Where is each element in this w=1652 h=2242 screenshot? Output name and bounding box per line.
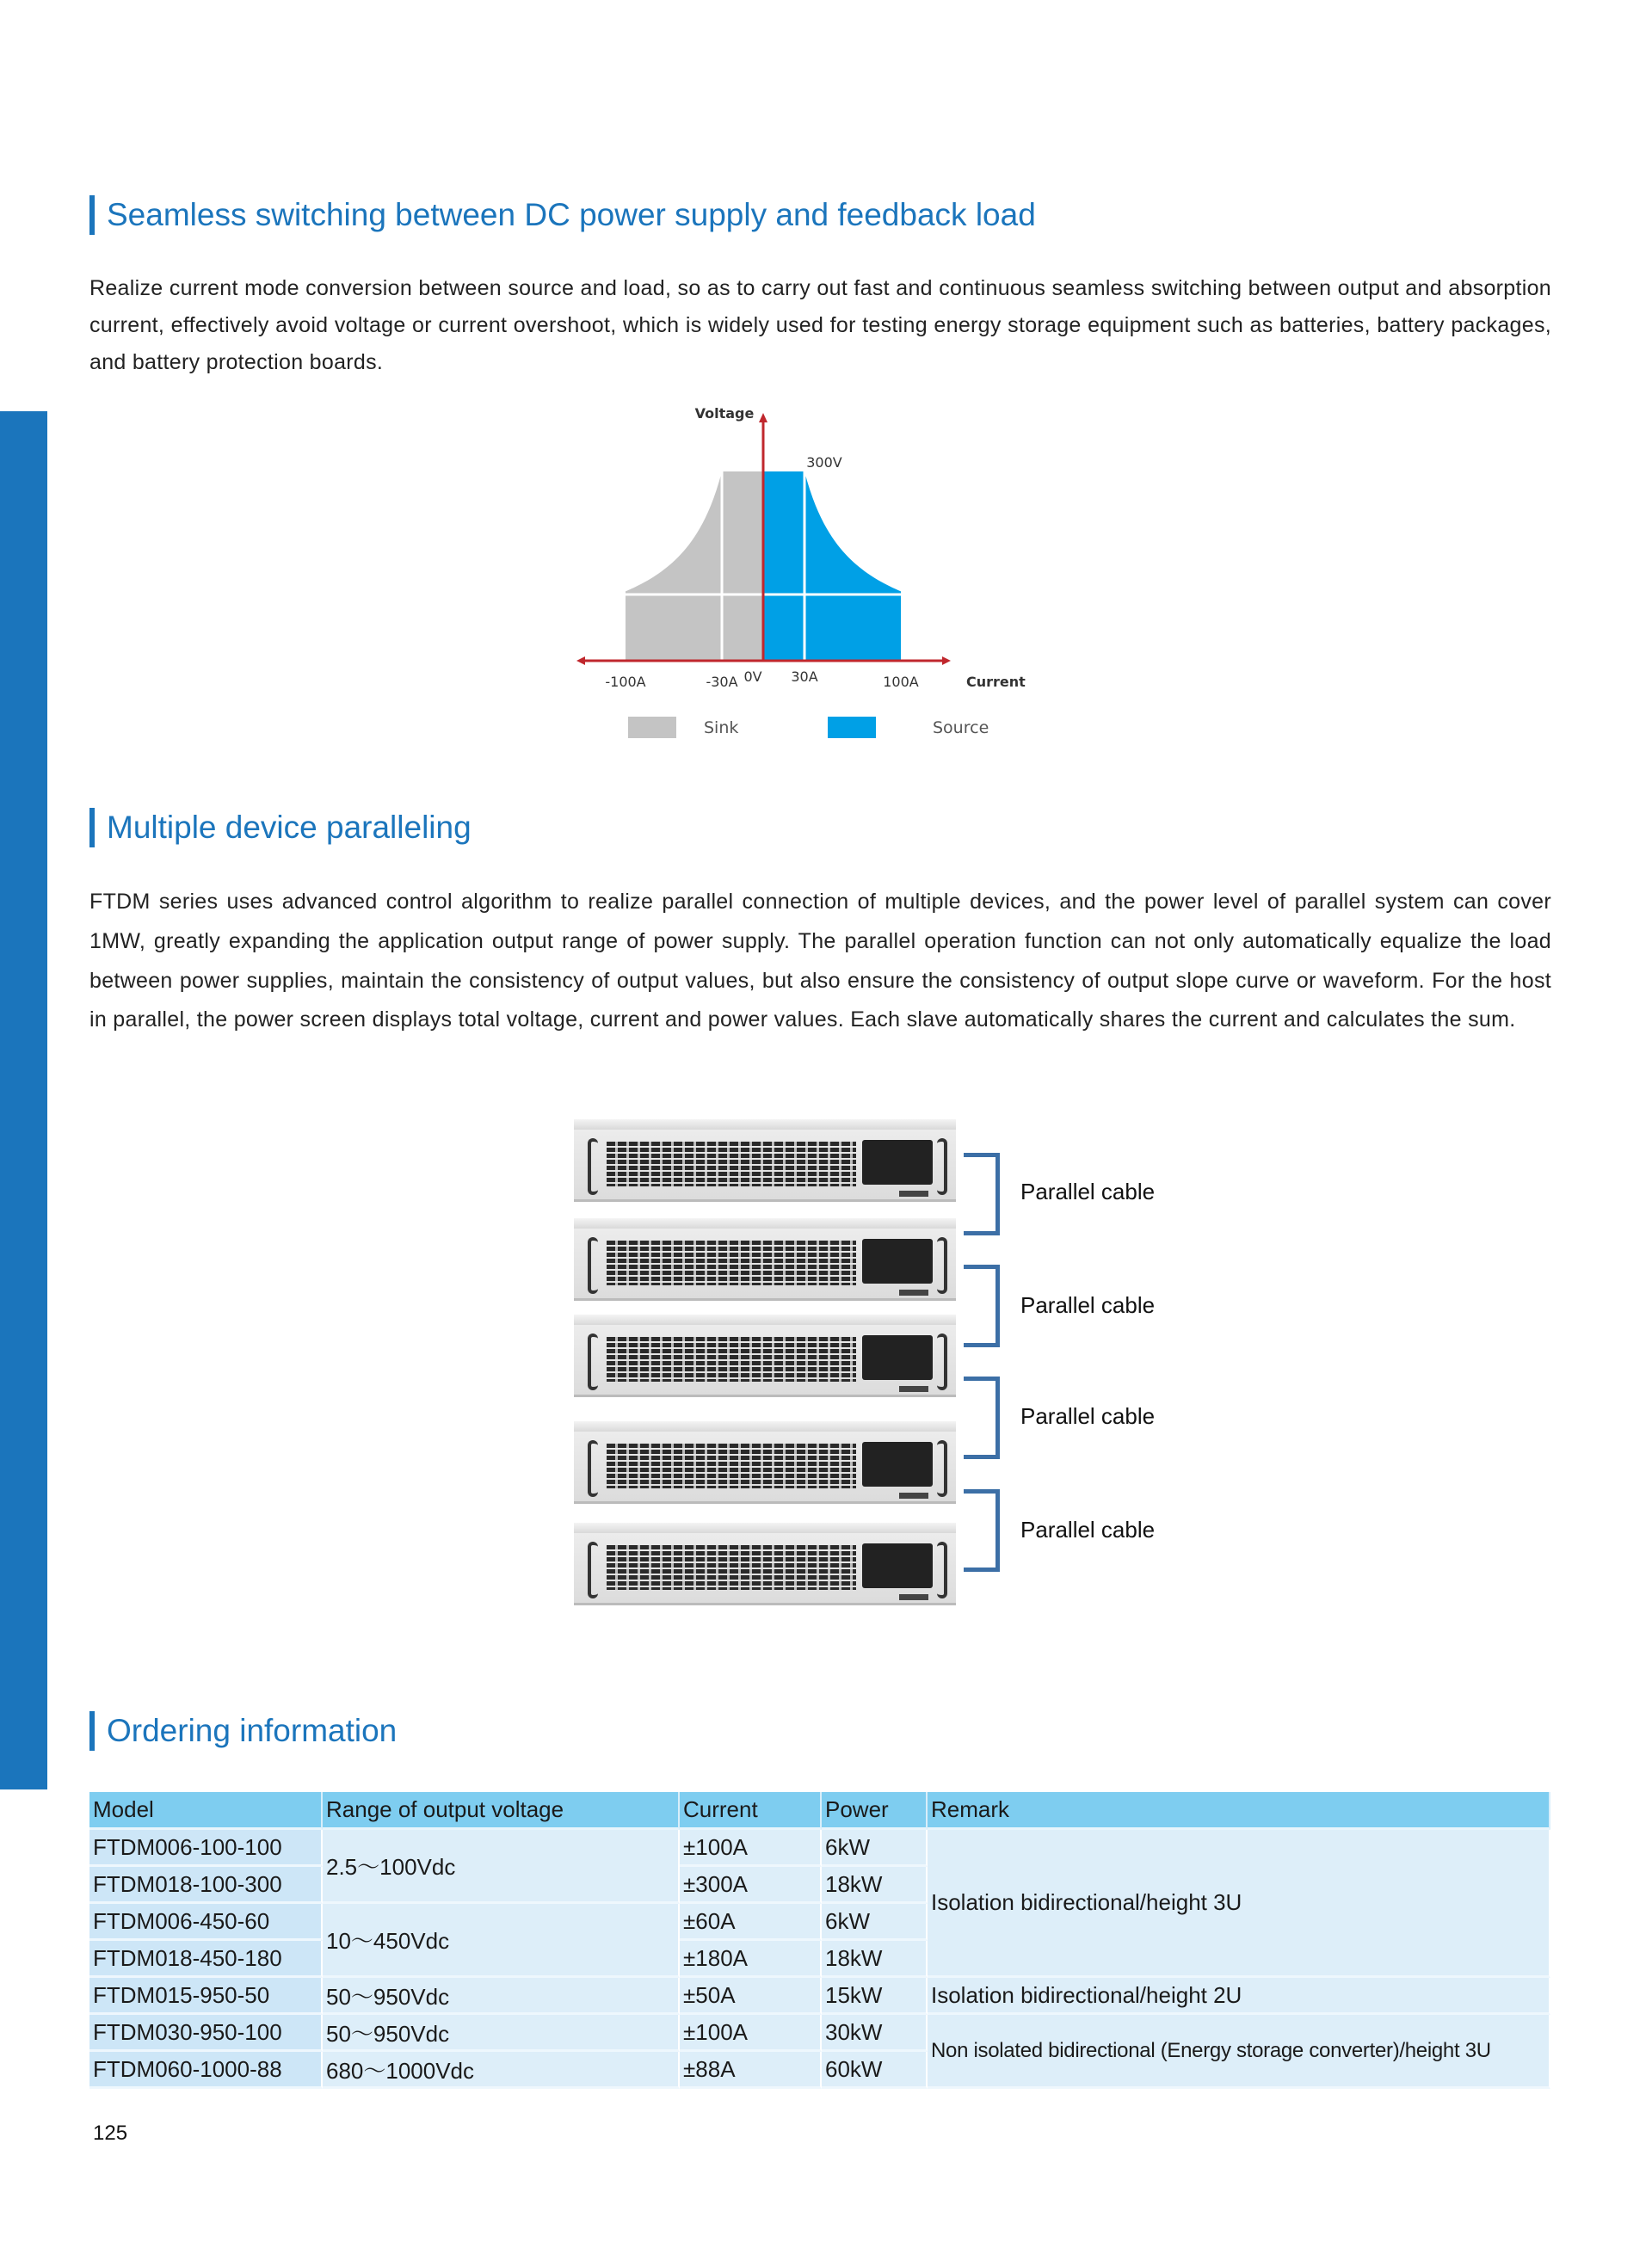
heading-accent [89, 808, 95, 847]
header-model: Model [89, 1792, 323, 1830]
header-power: Power [822, 1792, 928, 1830]
handle-left [588, 1440, 598, 1497]
paralleling-paragraph: FTDM series uses advanced control algorithm to realize parallel connection of multiple devices, and the power level of parallel system can cover 1MW, greatly expanding the application output range of power supply. The parallel operation function can not only automatically equalize the load between power supplies, maintain the consistency of output values, but also ensure the consistency of output slope curve or waveform. For the host in parallel, the power screen displays total voltage, current and power values. Each slave automatically shares the current and calculates the sum. [89, 890, 1551, 1032]
header-current: Current [680, 1792, 822, 1830]
ordering-table [89, 1792, 1550, 2089]
cell-voltage: 50～950Vdc [323, 1978, 680, 2015]
x-axis-arrow-left [576, 656, 585, 665]
cell-power: 30kW [822, 2015, 928, 2052]
area-sink [626, 471, 763, 661]
table-row [89, 1830, 1550, 1867]
cell-model: FTDM006-450-60 [89, 1904, 323, 1941]
cell-model: FTDM006-100-100 [89, 1830, 323, 1867]
legend-swatch-source [828, 717, 876, 738]
display-screen [862, 1442, 933, 1487]
parallel-cable-bracket [964, 1153, 1000, 1235]
chassis-top [574, 1119, 956, 1130]
source-sink-chart [0, 0, 1652, 774]
chassis-top [574, 1523, 956, 1533]
vent-grille [607, 1337, 856, 1382]
cell-current: ±50A [680, 1978, 822, 2015]
heading-accent [89, 1711, 95, 1751]
vent-grille [607, 1241, 856, 1285]
parallel-cable-label: Parallel cable [1020, 1517, 1156, 1543]
y-axis-arrow [759, 413, 767, 422]
x-axis-arrow-right [942, 656, 951, 665]
cell-model: FTDM018-450-180 [89, 1941, 323, 1978]
heading-text: Seamless switching between DC power supply and feedback load [107, 197, 1036, 232]
power-supply-unit [574, 1218, 956, 1301]
parallel-cable-label: Parallel cable [1020, 1403, 1156, 1429]
parallel-cable-bracket [964, 1265, 1000, 1347]
legend-label-sink: Sink [704, 718, 739, 737]
cell-current: ±60A [680, 1904, 822, 1941]
section-heading-ordering [89, 1711, 397, 1751]
power-supply-unit [574, 1315, 956, 1397]
page-number: 125 [93, 2122, 128, 2145]
vent-grille [607, 1444, 856, 1488]
cell-power: 18kW [822, 1941, 928, 1978]
cell-remark: Non isolated bidirectional (Energy storage converter)/height 3U [928, 2015, 1550, 2089]
power-supply-unit [574, 1421, 956, 1504]
legend-swatch-sink [628, 717, 676, 738]
logo-badge [899, 1191, 928, 1197]
chassis-top [574, 1421, 956, 1432]
header-voltage: Range of output voltage [323, 1792, 680, 1830]
cell-voltage: 10～450Vdc [323, 1904, 680, 1978]
vent-grille [607, 1142, 856, 1186]
handle-left [588, 1542, 598, 1598]
cell-model: FTDM015-950-50 [89, 1978, 323, 2015]
logo-badge [899, 1290, 928, 1296]
power-supply-unit [574, 1119, 956, 1202]
handle-right [937, 1440, 947, 1497]
x-axis-label: Current [966, 674, 1026, 690]
cell-power: 60kW [822, 2052, 928, 2089]
annotation-300v: 300V [806, 454, 842, 471]
handle-right [937, 1237, 947, 1294]
parallel-cable-bracket [964, 1377, 1000, 1459]
legend-label-source: Source [933, 718, 989, 737]
handle-left [588, 1237, 598, 1294]
x-tick-label: -100A [605, 674, 646, 690]
cell-power: 18kW [822, 1867, 928, 1904]
display-screen [862, 1140, 933, 1185]
cell-voltage: 2.5～100Vdc [323, 1830, 680, 1904]
x-tick-label: 0V [743, 668, 762, 685]
cell-model: FTDM018-100-300 [89, 1867, 323, 1904]
cell-power: 6kW [822, 1830, 928, 1867]
handle-left [588, 1138, 598, 1195]
chassis-top [574, 1315, 956, 1325]
display-screen [862, 1543, 933, 1588]
y-axis-label: Voltage [694, 405, 755, 422]
cell-current: ±180A [680, 1941, 822, 1978]
handle-right [937, 1333, 947, 1390]
switching-paragraph: Realize current mode conversion between source and load, so as to carry out fast and continuous seamless switching between output and absorption current, effectively avoid voltage or current overshoot, which is widely used for testing energy storage equipment such as batteries, battery packages, and battery protection boards. [89, 276, 1551, 374]
display-screen [862, 1239, 933, 1284]
cell-voltage: 680～1000Vdc [323, 2052, 680, 2089]
cell-remark: Isolation bidirectional/height 3U [928, 1830, 1550, 1978]
cell-current: ±88A [680, 2052, 822, 2089]
parallel-cable-label: Parallel cable [1020, 1179, 1156, 1204]
area-source [763, 471, 901, 661]
cell-current: ±300A [680, 1867, 822, 1904]
parallel-cable-label: Parallel cable [1020, 1292, 1156, 1318]
cell-remark: Isolation bidirectional/height 2U [928, 1978, 1550, 2015]
cell-power: 15kW [822, 1978, 928, 2015]
handle-left [588, 1333, 598, 1390]
section-heading-paralleling [89, 808, 472, 847]
cell-model: FTDM060-1000-88 [89, 2052, 323, 2089]
x-tick-label: -30A [706, 674, 738, 690]
parallel-cable-bracket [964, 1489, 1000, 1572]
power-supply-unit [574, 1523, 956, 1605]
chassis-top [574, 1218, 956, 1229]
x-tick-label: 30A [791, 668, 818, 685]
x-tick-label: 100A [883, 674, 919, 690]
table-row [89, 1978, 1550, 2015]
cell-current: ±100A [680, 2015, 822, 2052]
cell-current: ±100A [680, 1830, 822, 1867]
heading-text: Multiple device paralleling [107, 810, 472, 845]
cell-voltage: 50～950Vdc [323, 2015, 680, 2052]
heading-text: Ordering information [107, 1713, 398, 1748]
cell-model: FTDM030-950-100 [89, 2015, 323, 2052]
logo-badge [899, 1594, 928, 1600]
handle-right [937, 1542, 947, 1598]
cell-power: 6kW [822, 1904, 928, 1941]
display-screen [862, 1335, 933, 1380]
header-remark: Remark [928, 1792, 1550, 1830]
vent-grille [607, 1545, 856, 1590]
logo-badge [899, 1493, 928, 1499]
handle-right [937, 1138, 947, 1195]
logo-badge [899, 1386, 928, 1392]
table-header-row [89, 1792, 1550, 1830]
table-row [89, 2015, 1550, 2052]
